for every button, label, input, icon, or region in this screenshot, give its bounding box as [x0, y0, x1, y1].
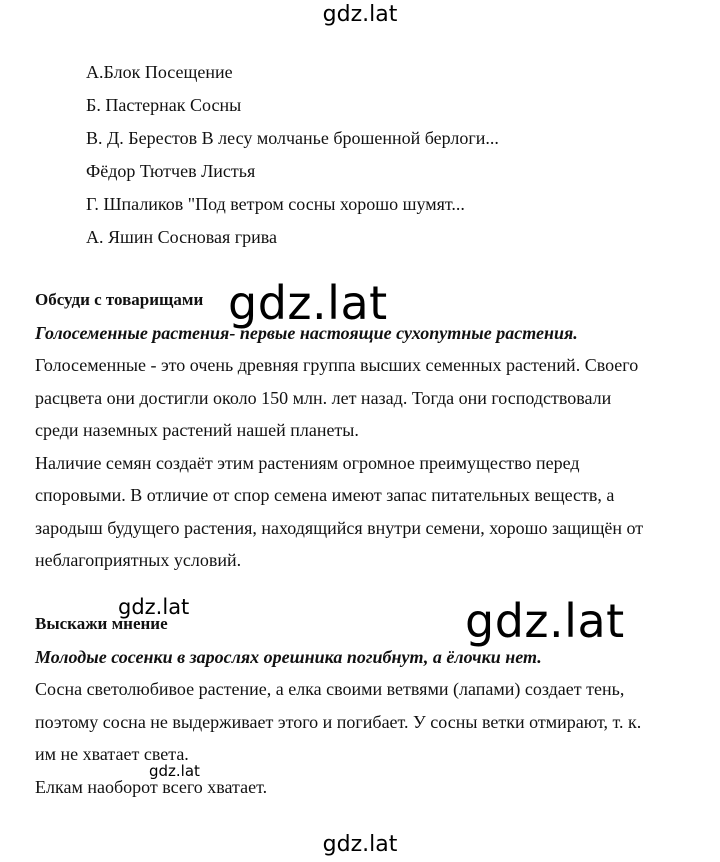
list-item: Фёдор Тютчев Листья	[86, 161, 256, 181]
section-heading: Обсуди с товарищами	[35, 290, 204, 309]
paragraph-line: Сосна светолюбивое растение, а елка своими ветвями (лапами) создает тень,	[35, 679, 625, 699]
watermark-small: gdz.lat	[149, 762, 200, 780]
paragraph-line: Наличие семян создаёт этим растениям огромное преимущество перед	[35, 452, 580, 473]
list-item: В. Д. Берестов В лесу молчанье брошенной берлоги...	[86, 128, 499, 148]
paragraph-line: расцвета они достигли около 150 млн. лет назад. Тогда они господствовали	[35, 387, 612, 408]
watermark-large: gdz.lat	[465, 594, 625, 648]
paragraph-line: им не хватает света.	[35, 744, 189, 764]
list-item: Г. Шпаликов "Под ветром сосны хорошо шумят...	[86, 194, 465, 214]
watermark-small: gdz.lat	[118, 595, 190, 619]
paragraph-line: поэтому сосна не выдерживает этого и погибает. У сосны ветки отмирают, т. к.	[35, 711, 642, 732]
section-subheading: Молодые сосенки в зарослях орешника погибнут, а ёлочки нет.	[35, 646, 542, 667]
poem-list	[86, 58, 499, 256]
section-subheading: Голосеменные растения- первые настоящие сухопутные растения.	[35, 322, 578, 343]
watermark-bottom: gdz.lat	[322, 832, 398, 857]
watermark-large: gdz.lat	[228, 276, 388, 330]
watermark-top: gdz.lat	[322, 2, 398, 27]
list-item: А. Яшин Сосновая грива	[86, 227, 278, 247]
paragraph-line: зародыш будущего растения, находящийся внутри семени, хорошо защищён от	[35, 517, 644, 538]
paragraph-line: среди наземных растений нашей планеты.	[35, 420, 359, 440]
list-item: Б. Пастернак Сосны	[86, 95, 242, 115]
paragraph-line: споровыми. В отличие от спор семена имеют запас питательных веществ, а	[35, 485, 615, 505]
list-item: А.Блок Посещение	[86, 62, 233, 82]
paragraph-line: неблагоприятных условий.	[35, 550, 242, 570]
section-heading: Выскажи мнение	[35, 614, 168, 633]
paragraph-line: Елкам наоборот всего хватает.	[35, 776, 268, 797]
paragraph-line: Голосеменные - это очень древняя группа высших семенных растений. Своего	[35, 355, 639, 375]
